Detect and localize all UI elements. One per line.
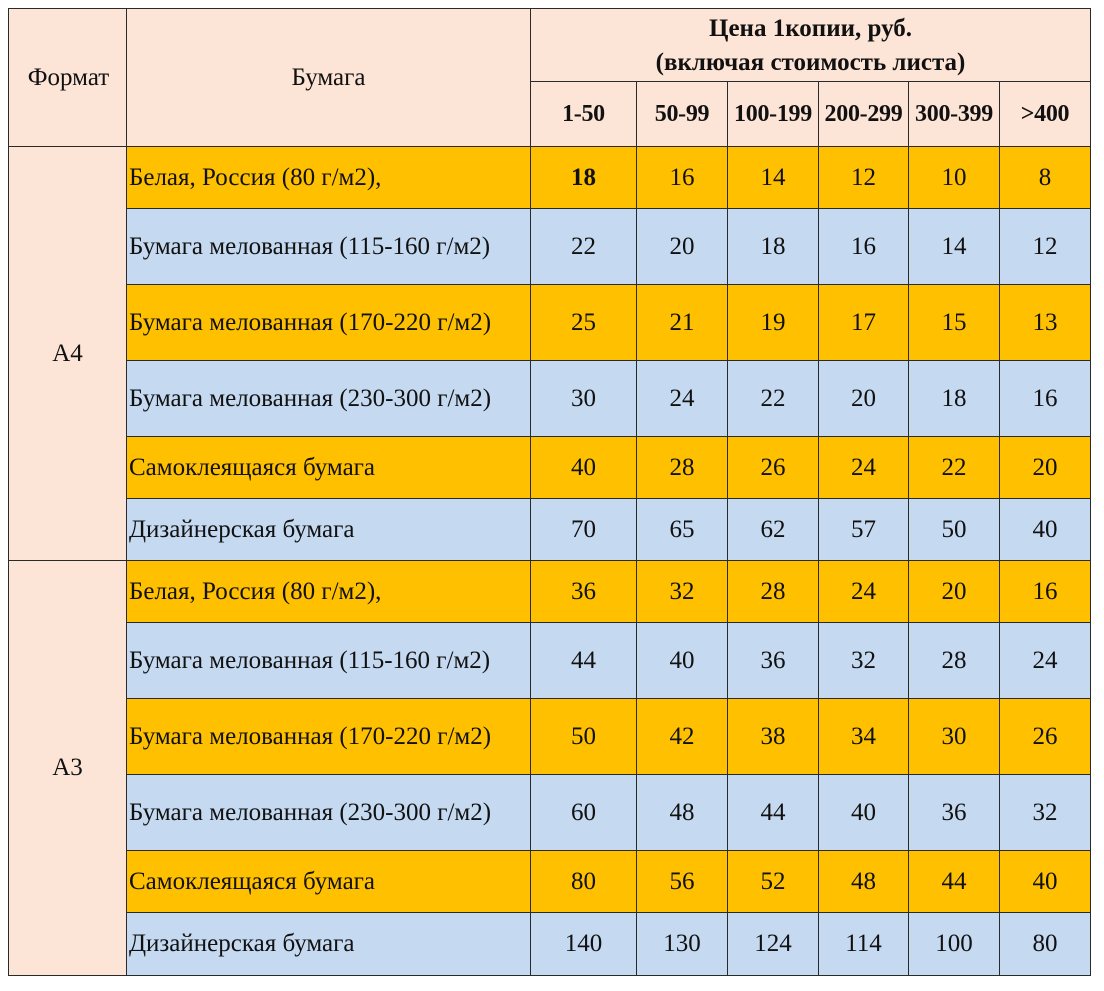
price-table-page: [8, 8, 1090, 979]
paper-cell: Дизайнерская бумага: [127, 499, 531, 561]
price-cell: 36: [728, 623, 819, 699]
paper-cell: Бумага мелованная (115-160 г/м2): [127, 623, 531, 699]
header-range: 100-199: [728, 82, 819, 147]
price-cell: 14: [909, 209, 1000, 285]
price-cell: 16: [819, 209, 909, 285]
price-cell: 10: [909, 147, 1000, 209]
price-cell: 18: [531, 147, 637, 209]
paper-cell: Бумага мелованная (115-160 г/м2): [127, 209, 531, 285]
price-cell: 32: [1000, 775, 1091, 851]
price-cell: 20: [1000, 437, 1091, 499]
table-row: [9, 913, 1091, 976]
price-cell: 12: [1000, 209, 1091, 285]
price-cell: 40: [637, 623, 728, 699]
paper-cell: Бумага мелованная (230-300 г/м2): [127, 775, 531, 851]
price-cell: 24: [819, 561, 909, 623]
header-range: >400: [1000, 82, 1091, 147]
price-cell: 50: [909, 499, 1000, 561]
price-cell: 12: [819, 147, 909, 209]
header-price: [531, 9, 1091, 82]
price-cell: 16: [1000, 561, 1091, 623]
price-cell: 25: [531, 285, 637, 361]
paper-cell: Белая, Россия (80 г/м2),: [127, 147, 531, 209]
table-row: [9, 561, 1091, 623]
price-cell: 18: [909, 361, 1000, 437]
price-cell: 52: [728, 851, 819, 913]
price-cell: 124: [728, 913, 819, 976]
header-paper: Бумага: [127, 9, 531, 147]
price-cell: 40: [1000, 499, 1091, 561]
price-table: [8, 8, 1091, 976]
price-cell: 40: [1000, 851, 1091, 913]
price-cell: 36: [909, 775, 1000, 851]
price-cell: 19: [728, 285, 819, 361]
header-price-line1: Цена 1копии, руб.: [709, 15, 912, 42]
price-cell: 17: [819, 285, 909, 361]
table-row: [9, 499, 1091, 561]
format-cell-a3: А3: [9, 561, 127, 976]
table-row: [9, 209, 1091, 285]
header-range: 50-99: [637, 82, 728, 147]
table-row: [9, 699, 1091, 775]
price-cell: 13: [1000, 285, 1091, 361]
paper-cell: Дизайнерская бумага: [127, 913, 531, 976]
price-cell: 44: [531, 623, 637, 699]
table-row: [9, 775, 1091, 851]
price-cell: 80: [531, 851, 637, 913]
price-cell: 34: [819, 699, 909, 775]
price-cell: 16: [1000, 361, 1091, 437]
price-cell: 20: [909, 561, 1000, 623]
header-range: 200-299: [819, 82, 909, 147]
price-cell: 21: [637, 285, 728, 361]
price-cell: 20: [637, 209, 728, 285]
header-range: 300-399: [909, 82, 1000, 147]
price-cell: 36: [531, 561, 637, 623]
format-cell-a4: А4: [9, 147, 127, 561]
table-row: [9, 147, 1091, 209]
table-row: [9, 361, 1091, 437]
table-row: [9, 851, 1091, 913]
price-cell: 30: [531, 361, 637, 437]
price-cell: 42: [637, 699, 728, 775]
price-cell: 40: [531, 437, 637, 499]
price-cell: 38: [728, 699, 819, 775]
price-cell: 15: [909, 285, 1000, 361]
price-cell: 40: [819, 775, 909, 851]
price-cell: 100: [909, 913, 1000, 976]
price-cell: 28: [637, 437, 728, 499]
price-cell: 24: [1000, 623, 1091, 699]
price-cell: 16: [637, 147, 728, 209]
paper-cell: Бумага мелованная (170-220 г/м2): [127, 285, 531, 361]
price-cell: 65: [637, 499, 728, 561]
price-cell: 140: [531, 913, 637, 976]
price-cell: 60: [531, 775, 637, 851]
paper-cell: Бумага мелованная (230-300 г/м2): [127, 361, 531, 437]
price-cell: 62: [728, 499, 819, 561]
price-cell: 32: [637, 561, 728, 623]
price-cell: 26: [1000, 699, 1091, 775]
price-cell: 28: [728, 561, 819, 623]
price-cell: 48: [819, 851, 909, 913]
price-cell: 22: [909, 437, 1000, 499]
price-cell: 22: [728, 361, 819, 437]
paper-cell: Самоклеящаяся бумага: [127, 851, 531, 913]
header-format: Формат: [9, 9, 127, 147]
price-cell: 24: [819, 437, 909, 499]
price-cell: 80: [1000, 913, 1091, 976]
table-row: [9, 285, 1091, 361]
price-cell: 28: [909, 623, 1000, 699]
paper-cell: Бумага мелованная (170-220 г/м2): [127, 699, 531, 775]
header-price-line2: (включая стоимость листа): [655, 49, 966, 76]
price-cell: 32: [819, 623, 909, 699]
price-cell: 56: [637, 851, 728, 913]
price-cell: 30: [909, 699, 1000, 775]
table-row: [9, 623, 1091, 699]
header-range: 1-50: [531, 82, 637, 147]
price-cell: 18: [728, 209, 819, 285]
paper-cell: Самоклеящаяся бумага: [127, 437, 531, 499]
price-cell: 57: [819, 499, 909, 561]
paper-cell: Белая, Россия (80 г/м2),: [127, 561, 531, 623]
price-cell: 114: [819, 913, 909, 976]
price-cell: 8: [1000, 147, 1091, 209]
price-cell: 44: [909, 851, 1000, 913]
price-cell: 26: [728, 437, 819, 499]
price-cell: 48: [637, 775, 728, 851]
header-row-1: [9, 9, 1091, 82]
price-cell: 44: [728, 775, 819, 851]
price-cell: 20: [819, 361, 909, 437]
price-cell: 14: [728, 147, 819, 209]
price-cell: 24: [637, 361, 728, 437]
price-cell: 70: [531, 499, 637, 561]
price-cell: 50: [531, 699, 637, 775]
table-row: [9, 437, 1091, 499]
price-cell: 130: [637, 913, 728, 976]
price-cell: 22: [531, 209, 637, 285]
